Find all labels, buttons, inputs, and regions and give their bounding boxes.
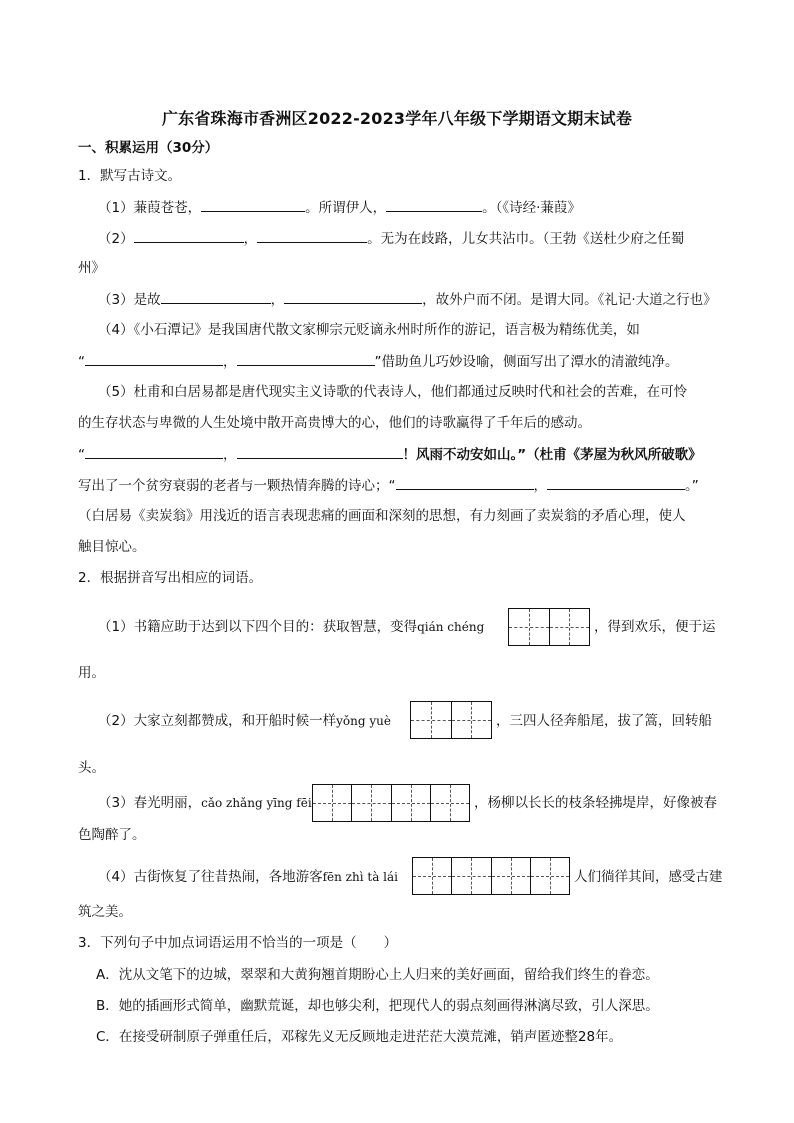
q2-item-2-tail: ，三四人径奔船尾，拔了篙，回转船 [496,713,712,729]
q1-item-5: （5）杜甫和白居易都是唐代现实主义诗歌的代表诗人，他们都通过反映时代和社会的苦难，在可怜 [98,384,688,400]
grid-cell[interactable] [352,785,391,821]
page-title: 广东省珠海市香洲区2022-2023学年八年级下学期语文期末试卷 [161,109,633,128]
answer-blank[interactable] [237,351,375,366]
q2-item-3: （3）春光明丽，cǎo zhǎng yīng fēi [98,795,312,811]
q2-item-1: （1）书籍应助于达到以下四个目的：获取智慧，变得qián chéng [98,619,485,635]
q2-item-1-tail: ，得到欢乐，便于运 [594,619,716,635]
answer-blank[interactable] [284,289,422,304]
grid-cell[interactable] [452,702,492,738]
answer-blank[interactable] [396,475,534,490]
q1-item-5-line3: “ ， ！风雨不动安如山。”（杜甫《茅屋为秋风所破歌》 [78,444,702,465]
grid-cell[interactable] [492,858,531,894]
grid-cell[interactable] [413,858,452,894]
answer-grid[interactable] [312,784,470,822]
q2-item-4-tail: 人们徜徉其间，感受古建 [574,869,723,885]
q1-item-5-line5: （白居易《卖炭翁》用浅近的语言表现悲痛的画面和深刻的思想，有力刻画了卖炭翁的矛盾心理，使人 [78,508,686,524]
answer-blank[interactable] [547,475,685,490]
q2-stem: 2．根据拼音写出相应的词语。 [78,570,263,586]
q1-item-2: （2） ， 。无为在歧路，儿女共沾巾。（王勃《送杜少府之任蜀 [98,228,684,249]
q2-item-3-tail: ，杨柳以长长的枝条轻拂堤岸，好像被春 [474,795,717,811]
grid-cell[interactable] [313,785,352,821]
q2-item-4: （4）古街恢复了往昔热闹，各地游客fēn zhì tà lái [98,869,399,885]
q1-item-5-line2: 的生存状态与卑微的人生处境中散开高贵博大的心，他们的诗歌赢得了千年后的感动。 [78,415,591,431]
answer-blank[interactable] [85,444,223,459]
grid-cell[interactable] [392,785,431,821]
q2-item-3-cont: 色陶醉了。 [78,827,146,843]
q2-item-1-cont: 用。 [78,665,105,681]
grid-cell[interactable] [452,858,491,894]
q1-item-2-cont: 州》 [78,260,105,276]
answer-blank[interactable] [161,289,271,304]
q3-option-c[interactable]: C．在接受研制原子弹重任后，邓稼先义无反顾地走进茫茫大漠荒滩，销声匿迹整28年。 [96,1029,623,1045]
q2-item-2: （2）大家立刻都赞成，和开船时候一样yǒng yuè [98,713,391,729]
q3-option-b[interactable]: B．她的插画形式简单，幽默荒诞，却也够尖利，把现代人的弱点刻画得淋漓尽致，引人深思。 [96,998,659,1014]
grid-cell[interactable] [550,609,590,645]
answer-grid[interactable] [410,701,492,739]
answer-grid[interactable] [508,608,590,646]
answer-blank[interactable] [201,197,305,212]
q2-item-2-cont: 头。 [78,760,105,776]
answer-blank[interactable] [85,351,223,366]
q2-item-4-cont: 筑之美。 [78,904,132,920]
answer-blank[interactable] [134,228,244,243]
q1-item-5-line6: 触目惊心。 [78,539,146,555]
q3-stem: 3．下列句子中加点词语运用不恰当的一项是（ ） [78,935,398,951]
answer-blank[interactable] [237,444,403,459]
answer-grid[interactable] [412,857,570,895]
q1-stem: 1．默写古诗文。 [78,168,182,184]
grid-cell[interactable] [509,609,550,645]
q1-item-5-line4: 写出了一个贫穷衰弱的老者与一颗热情奔腾的诗心；“ ， 。” [78,475,699,496]
grid-cell[interactable] [411,702,452,738]
answer-blank[interactable] [257,228,367,243]
q1-item-1: （1）蒹葭苍苍， 。所谓伊人， 。（《诗经·蒹葭》 [98,197,581,218]
q3-option-a[interactable]: A．沈从文笔下的边城，翠翠和大黄狗翘首期盼心上人归来的美好画面，留给我们终生的眷恋。 [96,967,659,983]
answer-blank[interactable] [386,197,482,212]
q1-item-3: （3）是故 ， ，故外户而不闭。是谓大同。《礼记·大道之行也》 [98,289,717,310]
q1-item-4-cont: “ ， ”借助鱼儿巧妙设喻，侧面写出了潭水的清澈纯净。 [78,351,679,372]
section-heading: 一、积累运用（30分） [78,140,219,156]
q1-item-4: （4）《小石潭记》是我国唐代散文家柳宗元贬谪永州时所作的游记，语言极为精练优美，如 [98,322,640,338]
grid-cell[interactable] [431,785,469,821]
grid-cell[interactable] [531,858,569,894]
